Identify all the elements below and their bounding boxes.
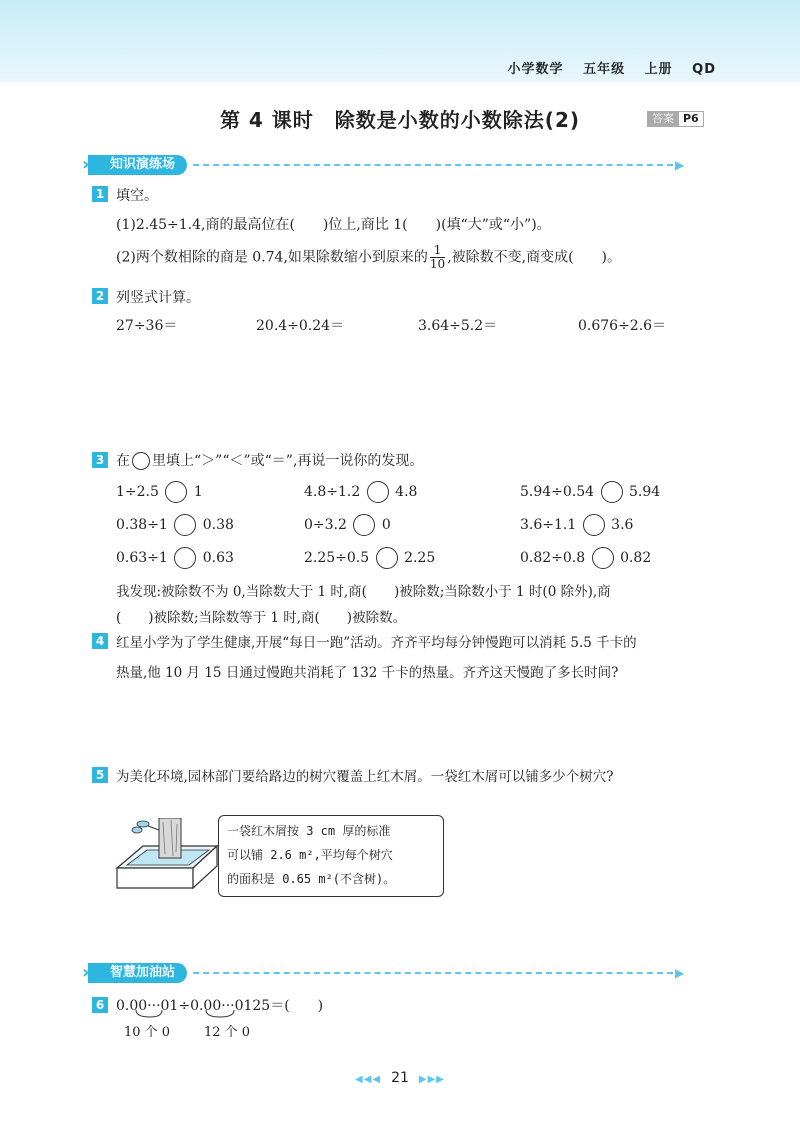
compare-item bbox=[116, 514, 234, 536]
finding-text: ( )被除数;当除数等于 1 时,商( )被除数。 bbox=[116, 610, 407, 626]
answer-reference bbox=[647, 111, 704, 127]
answer-circle[interactable] bbox=[592, 547, 614, 569]
answer-label: 答案 bbox=[647, 111, 679, 127]
text: 5.94 bbox=[628, 484, 661, 500]
double-arrow-icon: » bbox=[82, 154, 94, 175]
fraction-numerator: 1 bbox=[430, 244, 445, 258]
brace-label: 10 个 0 bbox=[124, 1025, 171, 1040]
section-header-challenge bbox=[82, 962, 685, 983]
tree-pit-illustration bbox=[113, 818, 219, 896]
edition-label: QD bbox=[692, 62, 716, 77]
text: 0.63 bbox=[202, 550, 234, 566]
question-part: (1)2.45÷1.4,商的最高位在( )位上,商比 1( )(填“大”或“小”)。 bbox=[116, 217, 551, 233]
compare-item bbox=[520, 547, 651, 569]
note-line: 一袋红木屑按 3 cm 厚的标准 bbox=[227, 824, 391, 838]
section-title: 智慧加油站 bbox=[110, 965, 176, 980]
text: 2.25÷0.5 bbox=[304, 550, 370, 566]
arrow-right-icon: ▶ bbox=[675, 966, 685, 980]
fraction-denominator: 10 bbox=[429, 257, 446, 271]
brace-label: 12 个 0 bbox=[204, 1025, 251, 1040]
text: ,被除数不变,商变成( )。 bbox=[447, 249, 622, 266]
answer-circle[interactable] bbox=[174, 514, 196, 536]
compare-item bbox=[304, 514, 391, 536]
grade-label: 五年级 bbox=[583, 62, 626, 77]
compare-item bbox=[116, 547, 234, 569]
question-text: 为美化环境,园林部门要给路边的树穴覆盖上红木屑。一袋红木屑可以铺多少个树穴? bbox=[116, 769, 614, 785]
text: 4.8 bbox=[395, 484, 418, 500]
section-title: 知识演练场 bbox=[110, 157, 176, 172]
text: 4.8÷1.2 bbox=[304, 484, 361, 500]
brace-marks bbox=[122, 1008, 272, 1020]
compare-item bbox=[304, 547, 435, 569]
answer-circle[interactable] bbox=[174, 547, 196, 569]
text: 2.25 bbox=[404, 550, 436, 566]
text: 1 bbox=[193, 484, 203, 500]
text: 0÷3.2 bbox=[304, 517, 347, 533]
question-number: 3 bbox=[92, 452, 108, 468]
note-line: 可以铺 2.6 m²,平均每个树穴 bbox=[227, 848, 393, 862]
dashed-divider bbox=[193, 164, 673, 166]
question-text: 热量,他 10 月 15 日通过慢跑共消耗了 132 千卡的热量。齐齐这天慢跑了多长时间? bbox=[116, 665, 619, 681]
compare-item bbox=[116, 481, 203, 503]
question-number: 1 bbox=[92, 186, 108, 202]
text: 0.82÷0.8 bbox=[520, 550, 586, 566]
page-footer bbox=[0, 1070, 800, 1086]
question-stem bbox=[116, 450, 423, 470]
calculation-item: 27÷36＝ bbox=[116, 318, 178, 334]
question-part bbox=[116, 244, 621, 271]
compare-item bbox=[520, 481, 660, 503]
text: 0 bbox=[381, 517, 391, 533]
question-expression: 0.00···01÷0.00···0125＝( ) bbox=[116, 998, 324, 1014]
question-number: 6 bbox=[92, 997, 108, 1013]
note-line: 的面积是 0.65 m²(不含树)。 bbox=[227, 872, 396, 886]
text: 3.6 bbox=[611, 517, 634, 533]
calculation-item: 3.64÷5.2＝ bbox=[418, 318, 498, 334]
text: 0.63÷1 bbox=[116, 550, 168, 566]
answer-circle[interactable] bbox=[132, 452, 150, 470]
finding-text: 我发现:被除数不为 0,当除数大于 1 时,商( )被除数;当除数小于 1 时(0 除外),商 bbox=[116, 584, 611, 600]
text: 0.38 bbox=[202, 517, 234, 533]
question-stem: 填空。 bbox=[116, 188, 158, 204]
text: 里填上“＞”“＜”或“＝”,再说一说你的发现。 bbox=[152, 453, 424, 469]
page-title: 第 4 课时 除数是小数的小数除法(2) bbox=[219, 108, 581, 132]
text: 3.6÷1.1 bbox=[520, 517, 577, 533]
text: (2)两个数相除的商是 0.74,如果除数缩小到原来的 bbox=[116, 249, 428, 266]
volume-label: 上册 bbox=[644, 62, 673, 77]
answer-circle[interactable] bbox=[601, 481, 623, 503]
question-number: 4 bbox=[92, 633, 108, 649]
section-header-practice bbox=[82, 154, 685, 175]
answer-circle[interactable] bbox=[376, 547, 398, 569]
question-number: 5 bbox=[92, 767, 108, 783]
compare-item bbox=[520, 514, 633, 536]
compare-item bbox=[304, 481, 417, 503]
text: 0.38÷1 bbox=[116, 517, 168, 533]
calculation-item: 0.676÷2.6＝ bbox=[578, 318, 667, 334]
page-number: 21 bbox=[391, 1070, 409, 1086]
calculation-item: 20.4÷0.24＝ bbox=[256, 318, 345, 334]
text: 5.94÷0.54 bbox=[520, 484, 595, 500]
question-text: 红星小学为了学生健康,开展“每日一跑”活动。齐齐平均每分钟慢跑可以消耗 5.5 千卡的 bbox=[116, 635, 637, 651]
text: 在 bbox=[116, 453, 130, 469]
arrows-left-icon: ◀◀◀ bbox=[355, 1074, 382, 1085]
answer-page: P6 bbox=[679, 111, 704, 127]
question-number: 2 bbox=[92, 288, 108, 304]
answer-circle[interactable] bbox=[165, 481, 187, 503]
header-info bbox=[494, 58, 716, 77]
subject-label: 小学数学 bbox=[507, 62, 564, 77]
fraction bbox=[430, 244, 445, 271]
text: 0.82 bbox=[620, 550, 652, 566]
double-arrow-icon: » bbox=[82, 962, 94, 983]
dashed-divider bbox=[193, 972, 673, 974]
text: 1÷2.5 bbox=[116, 484, 159, 500]
answer-circle[interactable] bbox=[353, 514, 375, 536]
answer-circle[interactable] bbox=[367, 481, 389, 503]
arrow-right-icon: ▶ bbox=[675, 158, 685, 172]
arrows-right-icon: ▶▶▶ bbox=[418, 1074, 445, 1085]
answer-circle[interactable] bbox=[583, 514, 605, 536]
question-stem: 列竖式计算。 bbox=[116, 290, 200, 306]
info-note bbox=[218, 815, 444, 897]
